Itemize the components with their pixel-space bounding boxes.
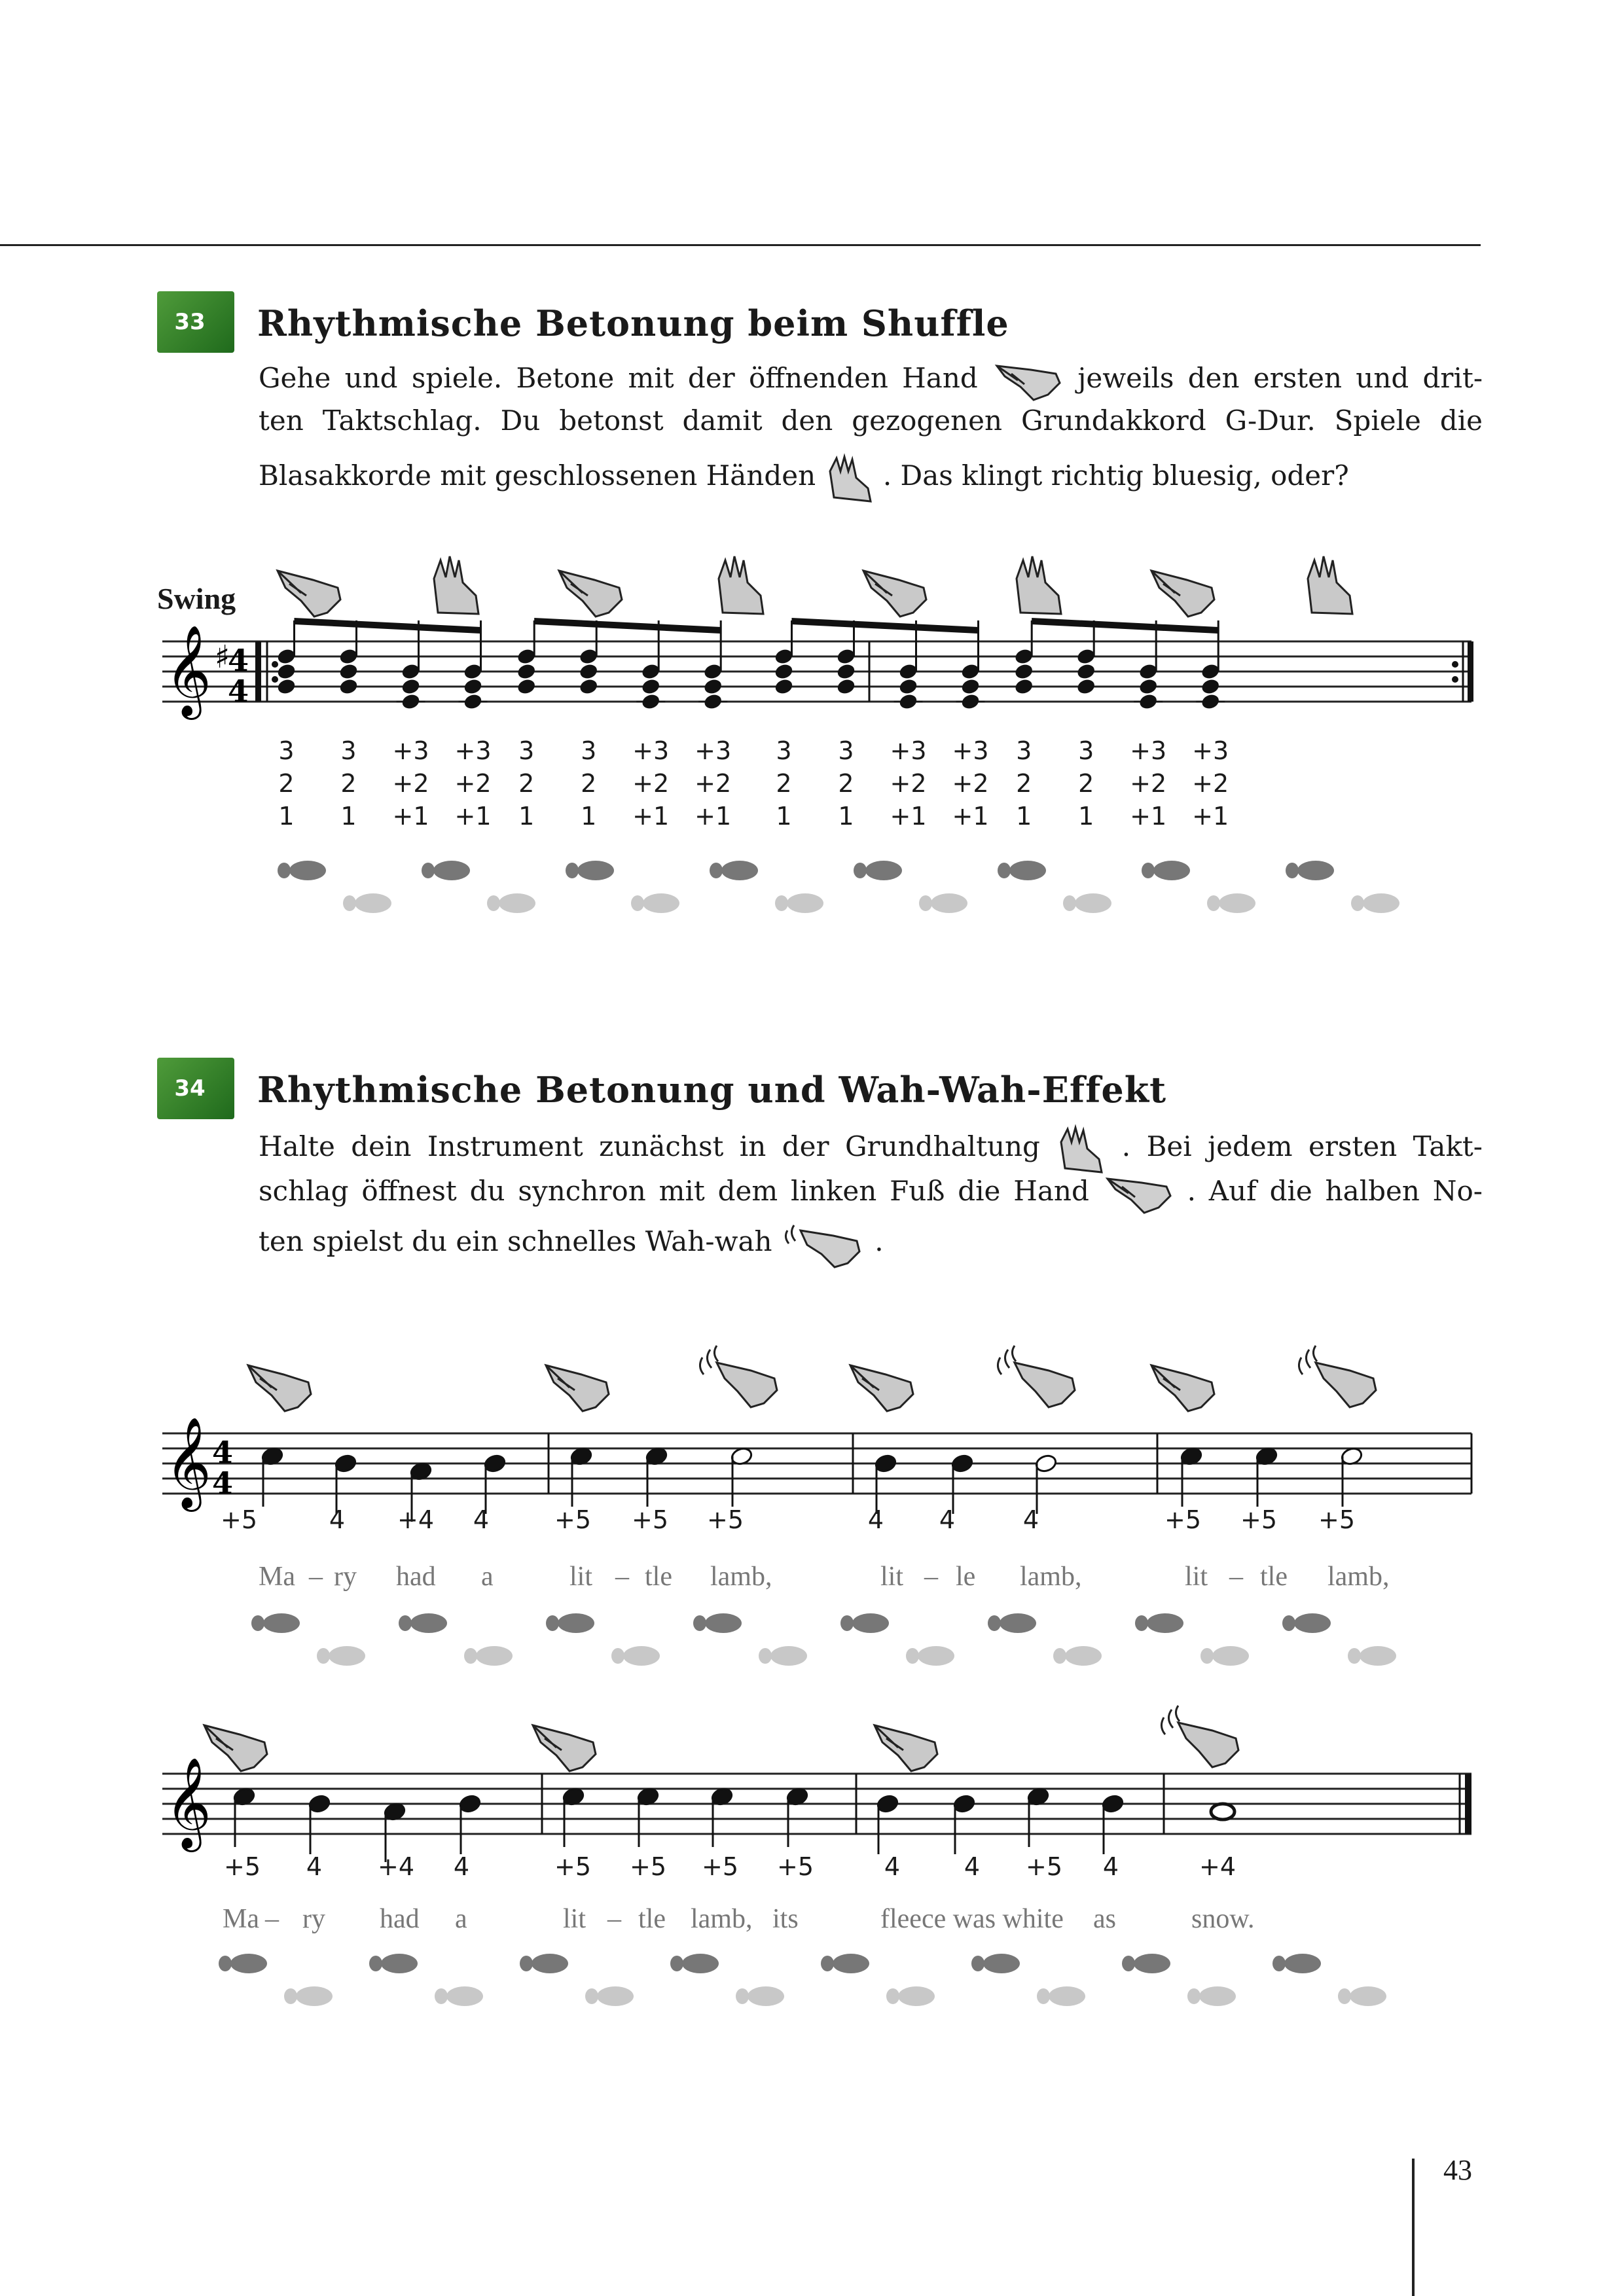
footprint-icon <box>919 893 967 913</box>
wah-hand-icon <box>700 1346 777 1407</box>
text-span: . Bei jedem ersten Takt- <box>1121 1130 1483 1162</box>
lyric-syllable: lamb, <box>691 1904 753 1934</box>
chord-notes <box>276 618 1225 711</box>
hole-number: +2 <box>1192 769 1229 798</box>
footprint-icon <box>854 861 902 880</box>
section-title-34: Rhythmische Betonung und Wah-Wah-Effekt <box>257 1069 1167 1111</box>
lyric-syllable: tle <box>1260 1562 1288 1592</box>
wah-hand-icon <box>781 1217 866 1270</box>
hole-number: 1 <box>581 802 597 831</box>
footprints-row-33 <box>268 851 1447 923</box>
lyric-syllable: lamb, <box>1020 1562 1082 1592</box>
hole-number: +5 <box>554 1505 592 1534</box>
lyric-syllable: a <box>481 1562 494 1592</box>
lyric-syllable: lit <box>880 1562 904 1592</box>
open-hand-icon <box>863 571 926 617</box>
hole-number: +5 <box>631 1505 669 1534</box>
chord-note <box>774 620 794 696</box>
footprint-icon <box>422 861 470 880</box>
hole-number: +1 <box>952 802 989 831</box>
hole-number: 1 <box>1016 802 1032 831</box>
footprint-icon <box>317 1646 365 1666</box>
footprint-icon <box>1063 893 1111 913</box>
hole-number: +5 <box>1025 1852 1063 1881</box>
lyric-syllable: a <box>455 1904 467 1934</box>
chord-note <box>1196 620 1225 711</box>
lyric-syllable: as <box>1093 1904 1116 1934</box>
open-hand-icon <box>1151 571 1214 617</box>
hole-number: 2 <box>1016 769 1032 798</box>
hole-number: 4 <box>939 1505 956 1534</box>
open-hand-icon <box>559 571 622 617</box>
note <box>636 1787 660 1847</box>
footprint-icon <box>219 1954 267 1973</box>
footprint-icon <box>566 861 614 880</box>
footprint-icon <box>546 1613 594 1633</box>
note <box>308 1794 331 1854</box>
lyric-syllable: – <box>309 1562 323 1592</box>
lyric-syllable: lit <box>563 1904 586 1934</box>
beam <box>295 618 481 634</box>
note <box>232 1787 256 1847</box>
hole-number: 1 <box>340 802 357 831</box>
closed-hands-icon <box>719 556 763 614</box>
lyric-syllable: Ma <box>223 1904 259 1934</box>
text-span: . Das klingt richtig bluesig, oder? <box>882 459 1349 492</box>
footprint-icon <box>840 1613 889 1633</box>
chord-note <box>1076 620 1096 696</box>
lyric-syllable: had <box>396 1562 436 1592</box>
wah-hand-icon <box>1299 1346 1376 1407</box>
lyric-syllable: fleece was white <box>880 1904 1064 1934</box>
lyric-syllable: – <box>1229 1562 1243 1592</box>
hole-number: +3 <box>392 736 429 765</box>
footprint-icon <box>1338 1986 1386 2006</box>
treble-clef-icon: 𝄞 <box>165 625 211 716</box>
chord-note <box>1014 620 1034 696</box>
lyric-syllable: tle <box>638 1904 666 1934</box>
lyric-syllable: ry <box>302 1904 325 1934</box>
chord-note <box>836 620 856 696</box>
hole-number: +5 <box>1318 1505 1356 1534</box>
hole-number: 4 <box>1022 1505 1039 1534</box>
footprint-icon <box>670 1954 719 1973</box>
note <box>876 1794 899 1854</box>
footprint-icon <box>631 893 679 913</box>
hole-number: +1 <box>632 802 670 831</box>
hole-number: 1 <box>838 802 854 831</box>
footprint-icon <box>1348 1646 1396 1666</box>
hole-number: +4 <box>397 1505 435 1534</box>
hole-number: 4 <box>867 1505 884 1534</box>
footprint-icon <box>435 1986 483 2006</box>
lyric-syllable: tle <box>645 1562 672 1592</box>
chord-note <box>636 620 665 711</box>
hole-number: 3 <box>278 736 295 765</box>
open-hand-icon <box>992 357 1064 404</box>
footprint-icon <box>1282 1613 1331 1633</box>
hole-number: 1 <box>518 802 535 831</box>
footprint-icon <box>487 893 535 913</box>
chord-note <box>1134 620 1163 711</box>
open-hand-icon <box>278 571 340 617</box>
footprint-icon <box>1187 1986 1236 2006</box>
hole-number: +1 <box>392 802 429 831</box>
footprint-icon <box>251 1613 300 1633</box>
open-hand-icon <box>1151 1365 1214 1411</box>
footprint-icon <box>1135 1613 1183 1633</box>
footprints-row-34a <box>249 1604 1460 1676</box>
hole-number: 2 <box>776 769 792 798</box>
footprint-icon <box>775 893 823 913</box>
lyric-syllable: – <box>924 1562 938 1592</box>
text-span: Blasakkorde mit geschlossenen Händen <box>259 459 816 492</box>
text-span: ten spielst du ein schnelles Wah-wah <box>259 1225 772 1257</box>
lyric-syllable: lit <box>569 1562 593 1592</box>
hole-number: +2 <box>454 769 492 798</box>
hole-number: 3 <box>1016 736 1032 765</box>
footprint-icon <box>278 861 326 880</box>
note <box>730 1446 753 1507</box>
footprint-icon <box>998 861 1046 880</box>
paragraph-34-line-3 <box>259 1217 884 1270</box>
hole-number: +4 <box>377 1852 415 1881</box>
footprints-row-34b <box>216 1944 1460 2016</box>
paragraph-33-line-1 <box>259 357 1483 404</box>
open-hand-icon <box>1102 1170 1174 1217</box>
time-signature-top: 4 <box>228 643 249 678</box>
hole-number: 4 <box>306 1852 323 1881</box>
open-hand-icon <box>546 1365 609 1411</box>
repeat-end-barline <box>1468 641 1473 702</box>
footprint-icon <box>369 1954 418 1973</box>
footprint-icon <box>710 861 758 880</box>
beam <box>1032 618 1218 634</box>
lyric-syllable: – <box>607 1904 621 1934</box>
hole-number: 3 <box>340 736 357 765</box>
note <box>952 1794 976 1854</box>
footprint-icon <box>1200 1646 1249 1666</box>
lyric-syllable: le <box>956 1562 976 1592</box>
closed-hands-icon <box>434 556 478 614</box>
lyric-syllable: Ma <box>259 1562 295 1592</box>
hole-number: +2 <box>952 769 989 798</box>
footprint-icon <box>988 1613 1036 1633</box>
paragraph-34-line-2 <box>259 1170 1483 1217</box>
chord-note <box>276 620 297 696</box>
text-span: jeweils den ersten und drit- <box>1077 362 1483 394</box>
lyric-syllable: lamb, <box>1327 1562 1390 1592</box>
hole-number: +2 <box>890 769 927 798</box>
hole-number: 4 <box>964 1852 981 1881</box>
track-badge-34[interactable]: 34 <box>157 1058 234 1119</box>
footprint-icon <box>520 1954 568 1973</box>
note <box>1340 1446 1363 1507</box>
note <box>261 1446 284 1507</box>
treble-clef-icon: 𝄞 <box>165 1757 211 1848</box>
chord-note <box>956 620 985 711</box>
hole-number: +3 <box>695 736 732 765</box>
chord-note <box>338 620 359 696</box>
lyric-syllable: its <box>772 1904 799 1934</box>
footprint-icon <box>343 893 391 913</box>
hole-number: 4 <box>329 1505 346 1534</box>
hole-number: +2 <box>392 769 429 798</box>
time-signature-top: 4 <box>212 1435 234 1470</box>
chord-note <box>516 620 537 696</box>
hole-number: +2 <box>1130 769 1167 798</box>
lyric-syllable: had <box>380 1904 420 1934</box>
hole-number: 1 <box>278 802 295 831</box>
paragraph-33-line-3 <box>259 452 1349 504</box>
paragraph-34-line-1 <box>259 1122 1483 1175</box>
footprint-icon <box>821 1954 869 1973</box>
repeat-start-barline <box>255 641 261 702</box>
hole-number: 2 <box>1078 769 1094 798</box>
hole-number: +5 <box>629 1852 667 1881</box>
closed-hands-icon <box>1017 556 1061 614</box>
hole-number: 3 <box>838 736 854 765</box>
lyric-syllable: lamb, <box>710 1562 772 1592</box>
footprint-icon <box>1272 1954 1321 1973</box>
hole-number: 2 <box>278 769 295 798</box>
footprint-icon <box>759 1646 807 1666</box>
closed-hands-icon <box>1056 1122 1106 1175</box>
hole-number: 3 <box>518 736 535 765</box>
note <box>1211 1804 1235 1820</box>
footprint-icon <box>1207 893 1255 913</box>
lyric-syllable: – <box>265 1904 279 1934</box>
hole-number: +5 <box>220 1505 258 1534</box>
hole-number: +3 <box>1130 736 1167 765</box>
note <box>1026 1787 1050 1847</box>
footprint-icon <box>585 1986 634 2006</box>
closed-hands-icon <box>825 452 875 504</box>
hole-number: +2 <box>632 769 670 798</box>
text-span: Halte dein Instrument zunächst in der Grundhaltung <box>259 1130 1040 1162</box>
chord-note <box>894 620 923 711</box>
lyric-syllable: ry <box>334 1562 357 1592</box>
hole-number: +5 <box>223 1852 261 1881</box>
hole-number: +5 <box>554 1852 592 1881</box>
hole-number: +1 <box>1192 802 1229 831</box>
note <box>710 1787 734 1847</box>
hole-number: +3 <box>454 736 492 765</box>
hole-number: 4 <box>453 1852 470 1881</box>
lyric-syllable: – <box>615 1562 629 1592</box>
chord-note <box>698 620 727 711</box>
time-signature-bottom: 4 <box>212 1465 234 1501</box>
hole-number: 2 <box>518 769 535 798</box>
hole-number: +4 <box>1199 1852 1236 1881</box>
footprint-icon <box>1122 1954 1170 1973</box>
note <box>458 1794 482 1854</box>
wah-hand-icon <box>998 1346 1075 1407</box>
hole-number: +5 <box>701 1852 739 1881</box>
hole-number: +1 <box>454 802 492 831</box>
footprint-icon <box>399 1613 447 1633</box>
footprint-icon <box>1351 893 1399 913</box>
note <box>569 1446 593 1507</box>
footprint-icon <box>284 1986 333 2006</box>
hole-number: +3 <box>890 736 927 765</box>
hole-number: 3 <box>1078 736 1094 765</box>
tempo-marking: Swing <box>157 582 236 615</box>
footprint-icon <box>1286 861 1334 880</box>
hole-number: 4 <box>473 1505 490 1534</box>
hole-number: 2 <box>340 769 357 798</box>
beam <box>792 618 979 634</box>
hole-number: 3 <box>581 736 597 765</box>
text-span: . <box>875 1225 884 1257</box>
footprint-icon <box>736 1986 784 2006</box>
treble-clef-icon: 𝄞 <box>165 1417 211 1508</box>
key-signature: ♯ <box>215 639 230 675</box>
hole-number: +1 <box>695 802 732 831</box>
paragraph-33-line-2: ten Taktschlag. Du betonst damit den gezogenen Grundakkord G-Dur. Spiele die <box>259 404 1483 437</box>
hole-number: 4 <box>884 1852 901 1881</box>
hole-number: +3 <box>952 736 989 765</box>
note <box>645 1446 668 1507</box>
hole-number: 1 <box>1078 802 1094 831</box>
track-badge-33[interactable]: 33 <box>157 291 234 353</box>
hole-number: 2 <box>581 769 597 798</box>
open-hand-icon <box>248 1365 311 1411</box>
header-rule <box>0 244 1481 246</box>
page-number: 43 <box>1443 2154 1472 2186</box>
staff-33 <box>156 615 1485 746</box>
melody-notes <box>232 1787 1235 1862</box>
text-span: . Auf die halben No- <box>1187 1175 1483 1207</box>
hole-number: +5 <box>776 1852 814 1881</box>
chord-note <box>579 620 599 696</box>
hole-number: +3 <box>1192 736 1229 765</box>
footprint-icon <box>693 1613 742 1633</box>
hole-number: +5 <box>706 1505 744 1534</box>
chord-note <box>397 620 425 711</box>
text-span: Gehe und spiele. Betone mit der öffnenden Hand <box>259 362 978 394</box>
footprint-icon <box>611 1646 660 1666</box>
footprint-icon <box>886 1986 935 2006</box>
note <box>1101 1794 1125 1854</box>
hole-number: 2 <box>838 769 854 798</box>
note <box>1255 1446 1278 1507</box>
hole-number: +5 <box>1164 1505 1202 1534</box>
text-span: schlag öffnest du synchron mit dem linken Fuß die Hand <box>259 1175 1089 1207</box>
closed-hands-icon <box>1308 556 1352 614</box>
footprint-icon <box>1053 1646 1102 1666</box>
hole-number: +1 <box>890 802 927 831</box>
note <box>1180 1446 1203 1507</box>
chord-note <box>459 620 488 711</box>
hole-number: 4 <box>1102 1852 1119 1881</box>
footprint-icon <box>906 1646 954 1666</box>
time-signature-bottom: 4 <box>228 673 249 709</box>
section-title-33: Rhythmische Betonung beim Shuffle <box>257 302 1009 344</box>
open-hand-icon <box>850 1365 913 1411</box>
page-edge-rule <box>1412 2159 1415 2296</box>
note <box>562 1787 585 1847</box>
beam <box>534 618 721 634</box>
lyric-syllable: lit <box>1185 1562 1208 1592</box>
footprint-icon <box>1142 861 1190 880</box>
hole-number: +3 <box>632 736 670 765</box>
footprint-icon <box>464 1646 513 1666</box>
footprint-icon <box>971 1954 1020 1973</box>
lyric-syllable: snow. <box>1191 1904 1255 1934</box>
hole-number: 3 <box>776 736 792 765</box>
hole-number: +5 <box>1240 1505 1278 1534</box>
note <box>785 1787 809 1847</box>
footprint-icon <box>1037 1986 1085 2006</box>
hole-number: +2 <box>695 769 732 798</box>
hole-number: +1 <box>1130 802 1167 831</box>
hole-number: 1 <box>776 802 792 831</box>
